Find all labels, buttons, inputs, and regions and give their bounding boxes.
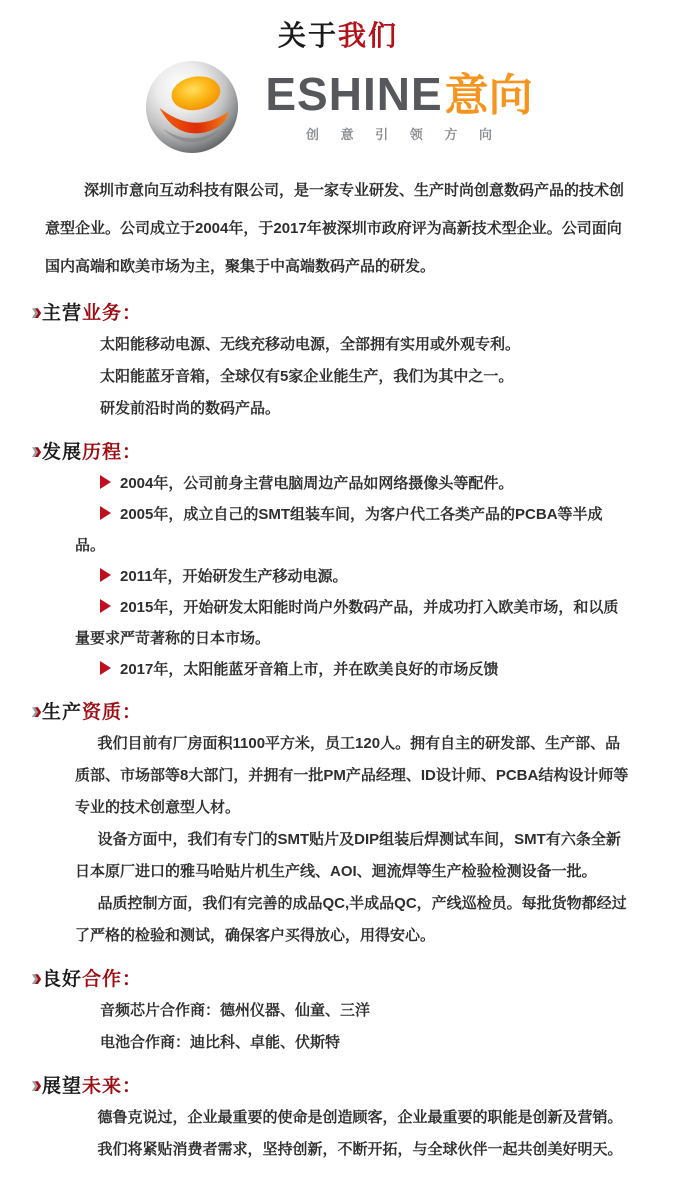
list-item: 太阳能移动电源、无线充移动电源，全部拥有实用或外观专利。 xyxy=(100,336,521,353)
section-heading-development-history xyxy=(31,437,631,464)
section-body-production-qualification xyxy=(75,728,631,952)
triangle-bullet-icon xyxy=(100,661,111,675)
section-title-red: 合作： xyxy=(82,969,143,990)
bullet-text: 2015年，开始研发太阳能时尚户外数码产品，并成功打入欧美市场，和以质量要求严苛著称的日本市场。 xyxy=(75,599,619,647)
triangle-bullet-icon xyxy=(100,599,111,613)
bullet-text: 2005年，成立自己的SMT组装车间，为客户代工各类产品的PCBA等半成品。 xyxy=(75,506,603,554)
double-chevron-icon xyxy=(31,438,37,463)
paragraph: 我们将紧贴消费者需求，坚持创新，不断开拓，与全球伙伴一起共创美好明天。 xyxy=(97,1141,623,1158)
double-chevron-icon xyxy=(31,698,37,723)
triangle-bullet-icon xyxy=(100,506,111,520)
section-main-business xyxy=(42,298,631,425)
sections-container xyxy=(42,298,631,1166)
list-item: 电池合作商：迪比科、卓能、伏斯特 xyxy=(100,1034,341,1051)
section-body-main-business xyxy=(75,329,631,425)
brand-name-cn: 意向 xyxy=(444,71,533,120)
section-heading-production-qualification xyxy=(31,697,631,724)
section-title-black: 主营 xyxy=(42,303,83,324)
section-development-history xyxy=(42,437,631,685)
section-heading-main-business xyxy=(31,298,631,325)
paragraph: 品质控制方面，我们有完善的成品QC,半成品QC，产线巡检员。每批货物都经过了严格的检验和测试，确保客户买得放心，用得安心。 xyxy=(75,895,627,944)
paragraph: 设备方面中，我们有专门的SMT贴片及DIP组装后焊测试车间，SMT有六条全新日本原厂进口的雅马哈贴片机生产线、AOI、迴流焊等生产检验检测设备一批。 xyxy=(75,831,621,880)
bullet-text: 2011年，开始研发生产移动电源。 xyxy=(120,568,348,585)
paragraph: 我们目前有厂房面积1100平方米，员工120人。拥有自主的研发部、生产部、品质部、市场部等8大部门，并拥有一批PM产品经理、ID设计师、PCBA结构设计师等专业的技术创意型人材。 xyxy=(75,735,629,816)
section-title-black: 展望 xyxy=(42,1076,83,1097)
triangle-bullet-icon xyxy=(100,568,111,582)
eshine-sphere-logo-icon xyxy=(143,58,241,156)
double-chevron-icon xyxy=(31,965,37,990)
bullet-item xyxy=(75,561,631,592)
section-body-development-history xyxy=(75,468,631,685)
section-body-future-outlook xyxy=(75,1102,631,1166)
page-title-highlight: 我们 xyxy=(338,20,399,51)
bullet-text: 2017年，太阳能蓝牙音箱上市，并在欧美良好的市场反馈 xyxy=(120,661,499,678)
bullet-text: 2004年，公司前身主营电脑周边产品如网络摄像头等配件。 xyxy=(120,475,514,492)
brand-text xyxy=(265,68,533,143)
bullet-item xyxy=(75,468,631,499)
bullet-item xyxy=(75,499,631,561)
paragraph: 德鲁克说过，企业最重要的使命是创造顾客，企业最重要的职能是创新及营销。 xyxy=(97,1109,623,1126)
page-title xyxy=(45,14,631,54)
section-title-black: 发展 xyxy=(42,442,83,463)
section-title-red: 历程： xyxy=(82,442,143,463)
section-title-red: 未来： xyxy=(82,1076,143,1097)
brand-name-en: ESHINE xyxy=(265,68,443,120)
section-body-good-cooperation xyxy=(75,995,631,1059)
triangle-bullet-icon xyxy=(100,475,111,489)
double-chevron-icon xyxy=(31,299,37,324)
company-intro: 深圳市意向互动科技有限公司，是一家专业研发、生产时尚创意数码产品的技术创意型企业。公司成立于2004年，于2017年被深圳市政府评为高新技术型企业。公司面向国内高端和欧美市场为主，聚集于中高端数码产品的研发。 xyxy=(45,182,625,275)
brand-tagline: 创 意 引 领 方 向 xyxy=(305,127,502,142)
list-item: 音频芯片合作商：德州仪器、仙童、三洋 xyxy=(100,1002,371,1019)
section-title-red: 业务： xyxy=(82,303,143,324)
company-logo xyxy=(45,56,631,158)
section-production-qualification xyxy=(42,697,631,952)
section-title-black: 良好 xyxy=(42,969,83,990)
bullet-item xyxy=(75,592,631,654)
bullet-item xyxy=(75,654,631,685)
section-heading-future-outlook xyxy=(31,1071,631,1098)
section-heading-good-cooperation xyxy=(31,964,631,991)
section-title-red: 资质： xyxy=(82,702,143,723)
list-item: 太阳能蓝牙音箱，全球仅有5家企业能生产，我们为其中之一。 xyxy=(100,368,514,385)
section-title-black: 生产 xyxy=(42,702,83,723)
list-item: 研发前沿时尚的数码产品。 xyxy=(100,400,281,417)
brand-wordmark xyxy=(265,68,533,120)
page-title-prefix: 关于 xyxy=(277,20,338,51)
section-good-cooperation xyxy=(42,964,631,1059)
double-chevron-icon xyxy=(31,1072,37,1097)
section-future-outlook xyxy=(42,1071,631,1166)
